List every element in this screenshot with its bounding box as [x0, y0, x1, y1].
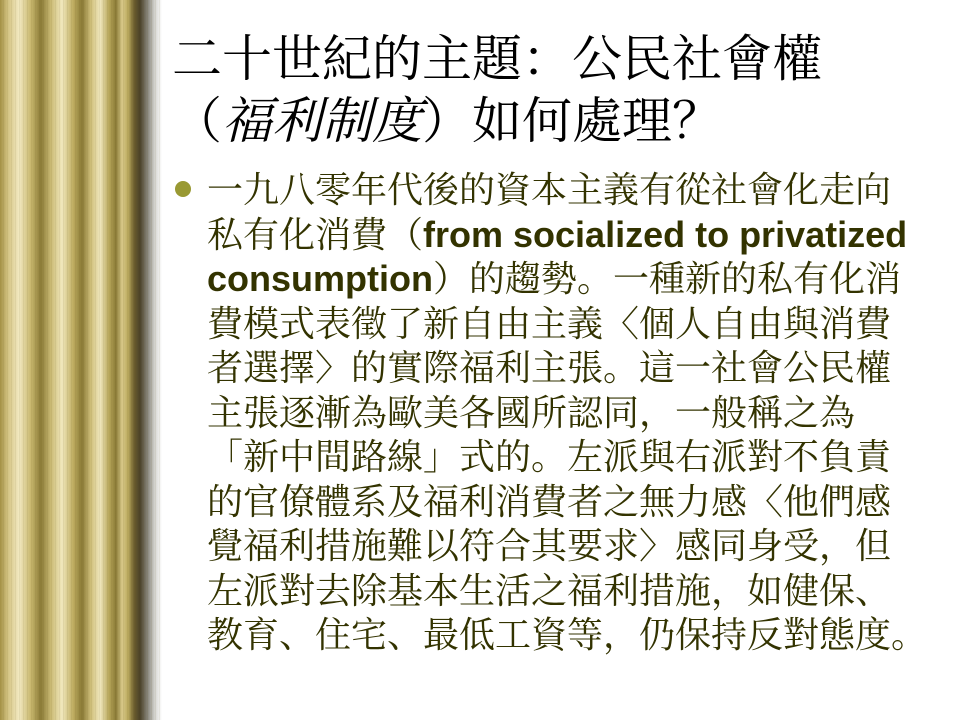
body-text-segment: 主張逐漸為歐美各國所認同，一般稱之為 — [207, 391, 856, 433]
title-line-2 — [172, 90, 822, 152]
body-text-segment: ）的趨勢。一種新的私有化消 — [432, 258, 901, 299]
body-text-segment: 的官僚體系及福利消費者之無力感〈他們感 — [207, 480, 892, 522]
body-line — [207, 480, 927, 525]
body-line — [207, 435, 927, 480]
body-text-segment: 費模式表徵了新自由主義〈個人自由與消費 — [207, 302, 892, 344]
body-english-segment: consumption — [207, 258, 433, 299]
body-line — [207, 213, 927, 258]
bullet-dot-icon — [175, 181, 191, 197]
body-line — [207, 613, 927, 658]
gold-column-decoration — [0, 0, 162, 720]
bullet-paragraph — [207, 168, 927, 658]
body-line — [207, 524, 927, 569]
title-open-paren: （ — [172, 92, 222, 150]
body-text-segment: 「新中間路線」式的。左派與右派對不負責 — [207, 436, 892, 477]
body-english-segment: from socialized to privatized — [423, 213, 908, 255]
body-line — [207, 168, 927, 213]
body-line — [207, 346, 927, 391]
title-rest: ）如何處理？ — [422, 92, 722, 150]
body-text-segment: 私有化消費（ — [207, 213, 424, 255]
body-line — [207, 569, 927, 614]
body-text-segment: 一九八零年代後的資本主義有從社會化走向 — [207, 169, 892, 210]
body-text-segment: 覺福利措施難以符合其要求〉感同身受，但 — [207, 525, 892, 566]
body-line — [207, 302, 927, 347]
body-text-segment: 者選擇〉的實際福利主張。這一社會公民權 — [207, 347, 892, 388]
body-text-segment: 教育、住宅、最低工資等，仍保持反對態度。 — [207, 614, 928, 655]
body-line — [207, 391, 927, 436]
body-line — [207, 257, 927, 302]
title-italic-phrase: 福利制度 — [222, 92, 422, 150]
slide-title — [172, 28, 822, 152]
body-text-segment: 左派對去除基本生活之福利措施，如健保、 — [207, 569, 892, 611]
title-line-1: 二十世紀的主題：公民社會權 — [172, 30, 822, 88]
